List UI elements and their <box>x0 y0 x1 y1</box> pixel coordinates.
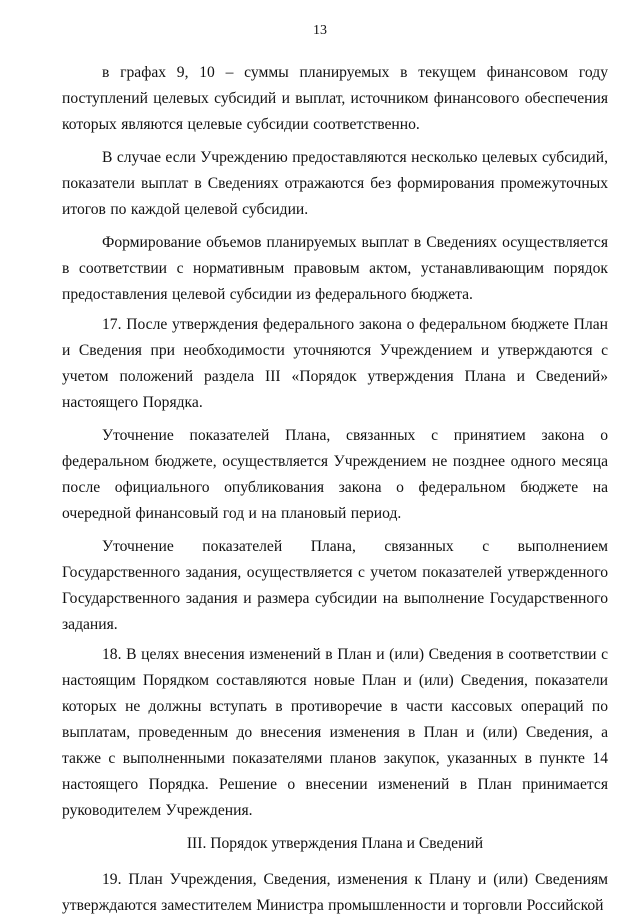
paragraph-budget-law-update: Уточнение показателей Плана, связанных с принятием закона о федеральном бюджете, осуществляется Учреждением не позднее одного месяца после официального опубликования закона о федеральном бюджете на очередной финансовый год и на плановый период. <box>62 427 608 522</box>
page-number: 13 <box>313 23 327 38</box>
paragraph-planned-payments: Формирование объемов планируемых выплат в Сведениях осуществляется в соответствии с нормативным правовым актом, устанавливающим порядок предоставления целевой субсидии из федерального бюджета. <box>62 234 608 303</box>
paragraph-item-18: 18. В целях внесения изменений в План и (или) Сведения в соответствии с настоящим Порядком составляются новые План и (или) Сведения, показатели которых не должны вступать в противоречие в части кассовых операций по выплатам, проведенным до внесения изменения в План и (или) Сведения, а также с выполненными показателями планов закупок, указанных в пункте 14 настоящего Порядка. Решение о внесении изменений в План принимается руководителем Учреждения. <box>62 646 608 819</box>
paragraph-item-17: 17. После утверждения федерального закона о федеральном бюджете План и Сведения при необходимости уточняются Учреждением и утверждаются с учетом положений раздела III «Порядок утверждения Плана и Сведений» настоящего Порядка. <box>62 316 608 411</box>
paragraph-multiple-subsidies: В случае если Учреждению предоставляются несколько целевых субсидий, показатели выплат в Сведениях отражаются без формирования промежуточных итогов по каждой целевой субсидии. <box>62 149 608 218</box>
paragraph-item-19: 19. План Учреждения, Сведения, изменения к Плану и (или) Сведениям утверждаются заместителем Министра промышленности и торговли Российской <box>62 871 608 914</box>
document-body <box>62 60 608 919</box>
paragraph-columns-9-10: в графах 9, 10 – суммы планируемых в текущем финансовом году поступлений целевых субсидий и выплат, источником финансового обеспечения которых являются целевые субсидии соответственно. <box>62 64 608 133</box>
paragraph-state-task-update: Уточнение показателей Плана, связанных с выполнением Государственного задания, осуществляется с учетом показателей утвержденного Государственного задания и размера субсидии на выполнение Государственного задания. <box>62 538 608 633</box>
section-heading: III. Порядок утверждения Плана и Сведений <box>186 835 484 852</box>
